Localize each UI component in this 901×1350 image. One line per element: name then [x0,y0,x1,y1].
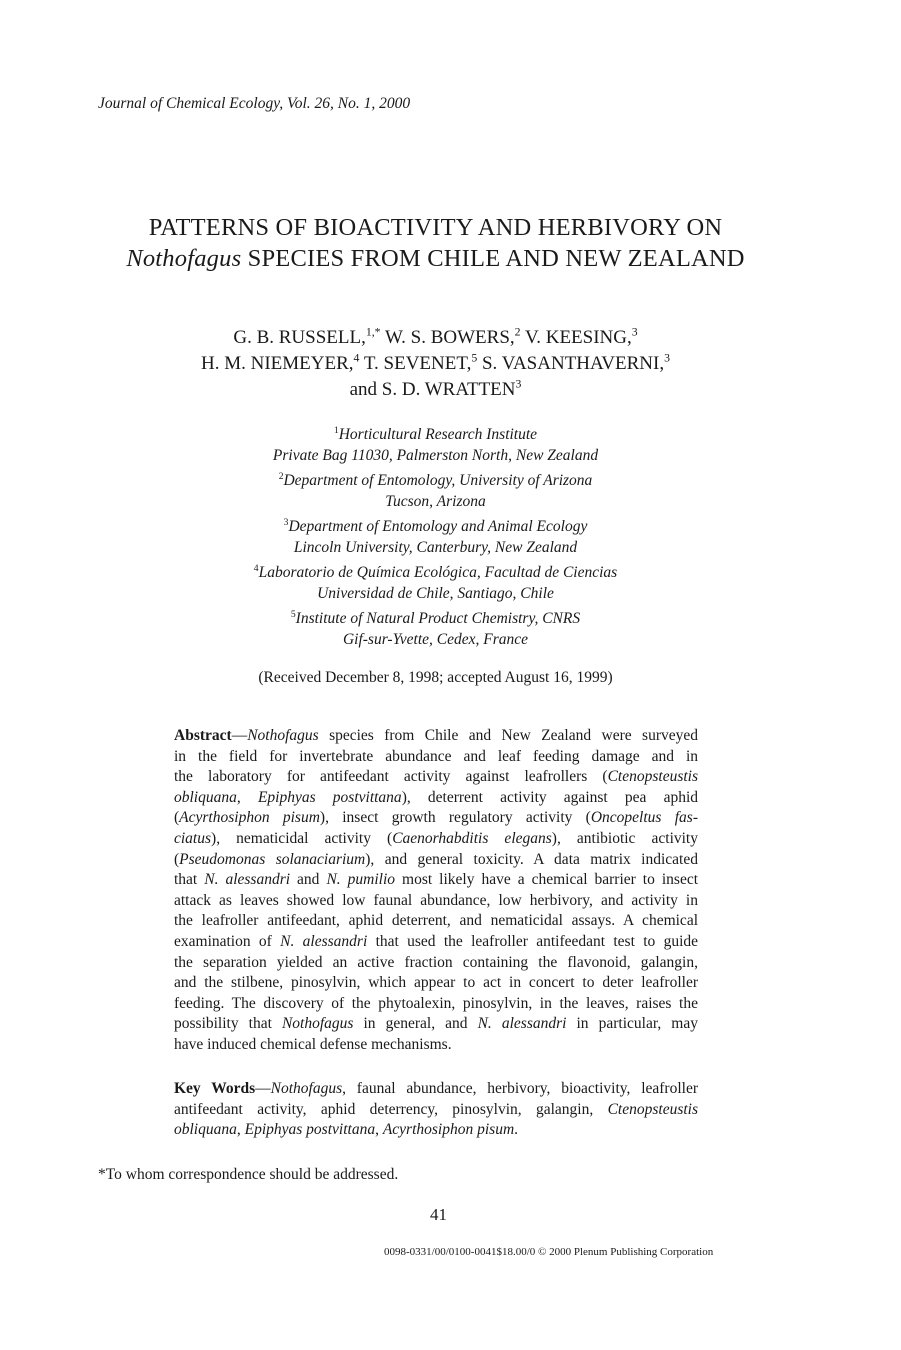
page-number: 41 [430,1205,447,1224]
affiliation [0,471,871,512]
affiliation-line [0,446,871,467]
title-line-1: PATTERNS OF BIOACTIVITY AND HERBIVORY ON [148,214,723,241]
affiliation [0,517,871,558]
correspondence-footnote: *To whom correspondence should be addressed. [98,1166,399,1183]
abstract-text: ), antibiotic activity [551,829,698,847]
abstract-text: ), deterrent activity against pea aphid [401,788,699,806]
author-affiliation-mark: 2 [514,325,521,339]
author-affiliation-mark: 3 [515,377,522,391]
keywords-text: . [514,1121,519,1139]
abstract-line [174,870,698,891]
author-affiliation-mark: 4 [353,351,360,365]
abstract-text: ), insect growth regulatory activity ( [319,809,591,827]
affiliation-line [0,630,871,651]
species-name: N. pumilio [326,871,396,889]
affiliation-text: Laboratorio de Química Ecológica, Facultad de Ciencias [258,564,618,581]
abstract-text: that used the leafroller antifeedant test to guide [367,932,699,950]
abstract-line [174,829,698,850]
author-name: W. S. BOWERS, [380,327,515,348]
affiliation-text: Private Bag 11030, Palmerston North, New Zealand [272,446,599,464]
author-name: H. M. NIEMEYER, [201,353,354,374]
title-line-2-rest: SPECIES FROM CHILE AND NEW ZEALAND [241,245,745,272]
abstract-line [174,953,698,974]
abstract-line [174,788,698,809]
abstract-line [174,911,698,932]
affiliation-mark: 3 [283,516,289,528]
species-name: Epiphyas postvittana [244,1121,376,1139]
affiliation-text: Universidad de Chile, Santiago, Chile [317,584,554,602]
author-line [0,325,871,351]
abstract-text: species from Chile and New Zealand were surveyed [318,727,698,744]
affiliation-line [0,609,871,630]
affiliation-line [0,492,871,513]
abstract-text: possibility that [174,1015,282,1033]
keywords-line [174,1120,698,1141]
species-name: Caenorhabditis elegans [392,829,552,847]
affiliation-mark: 1 [333,424,339,436]
author-affiliation-mark: 3 [664,351,670,365]
abstract-text: and the stilbene, pinosylvin, which appear to act in concert to deter leafroller [174,974,698,992]
keywords-text: , faunal abundance, herbivory, bioactivity, leafroller [342,1080,698,1097]
abstract-text: the separation yielded an active fraction containing the flavonoid, galangin, [174,953,698,971]
abstract-line [174,767,698,788]
affiliation-mark: 4 [253,562,259,574]
received-dates: (Received December 8, 1998; accepted August 16, 1999) [258,669,613,686]
species-name: Oncopeltus fas- [590,809,698,827]
abstract-text: have induced chemical defense mechanisms. [174,1035,452,1053]
author-line [0,351,871,377]
abstract-label: Abstract [174,727,232,744]
abstract-line [174,1014,698,1035]
abstract [174,726,698,1056]
species-name: Pseudomonas solanaciarium [179,850,366,868]
species-name: obliquana [174,1121,237,1139]
abstract-text: the laboratory for antifeedant activity against leafrollers ( [174,768,608,786]
affiliation-text: Department of Entomology and Animal Ecology [288,518,588,535]
affiliation-mark: 5 [290,608,296,620]
abstract-line [174,973,698,994]
title-line-2 [0,243,871,274]
author-affiliation-mark: 5 [471,351,478,365]
species-name: Epiphyas postvittana [257,788,402,806]
keywords-line [174,1079,698,1100]
species-name: Acyrthosiphon pisum [382,1121,515,1139]
abstract-text: attack as leaves showed low faunal abundance, low herbivory, and activity in [174,891,698,909]
species-name: Ctenopsteustis [607,768,698,786]
abstract-text: the leafroller antifeedant, aphid deterrent, and nematicidal assays. A chemical [174,912,698,930]
abstract-line [174,891,698,912]
affiliation-list [0,425,871,655]
affiliation [0,609,871,650]
species-name: obliquana [174,788,237,806]
species-name: Nothofagus [270,1080,343,1097]
affiliation [0,425,871,466]
affiliation-line [0,563,871,584]
species-name: Nothofagus [281,1015,354,1033]
abstract-line [174,932,698,953]
affiliation-text: Gif-sur-Yvette, Cedex, France [342,630,529,648]
author-name: V. KEESING, [520,327,632,348]
author-name: T. SEVENET, [359,353,472,374]
abstract-text: in particular, may [566,1015,698,1033]
journal-citation: Journal of Chemical Ecology, Vol. 26, No. 1, 2000 [98,95,411,112]
affiliation-text: Institute of Natural Product Chemistry, CNRS [295,610,581,627]
abstract-text: in the field for invertebrate abundance and leaf feeding damage and in [174,747,698,765]
species-name: Ctenopsteustis [607,1100,698,1118]
abstract-text: — [231,727,248,744]
abstract-text: , [236,788,258,806]
affiliation-text: Tucson, Arizona [385,492,486,510]
abstract-text: and [290,871,327,889]
abstract-text: examination of [174,932,281,950]
abstract-text: feeding. The discovery of the phytoalexin, pinosylvin, in the leaves, raises the [174,994,698,1012]
species-name: Acyrthosiphon pisum [179,809,320,827]
abstract-text: that [174,871,205,889]
abstract-text: ), and general toxicity. A data matrix indicated [365,850,698,868]
abstract-text: in general, and [353,1015,478,1033]
affiliation-line [0,538,871,559]
keywords-text: , [236,1121,245,1139]
abstract-text: ( [174,809,180,827]
copyright-line: 0098-0331/00/0100-0041$18.00/0 © 2000 Plenum Publishing Corporation [384,1246,714,1258]
abstract-line [174,994,698,1015]
species-name: N. alessandri [477,1015,567,1033]
species-name: Nothofagus [247,727,319,744]
affiliation-text: Lincoln University, Canterbury, New Zealand [293,538,578,556]
affiliation [0,563,871,604]
species-name: N. alessandri [204,871,291,889]
affiliation-mark: 2 [278,470,284,482]
abstract-line [174,1035,698,1056]
author-name: S. VASANTHAVERNI, [477,353,665,374]
author-name: and S. D. WRATTEN [349,379,516,400]
author-affiliation-mark: 3 [631,325,638,339]
abstract-line [174,747,698,768]
author-name: G. B. RUSSELL, [233,327,366,348]
abstract-text: most likely have a chemical barrier to insect [395,871,699,889]
author-list [0,325,871,403]
species-name: N. alessandri [280,932,368,950]
keywords-text: , [375,1121,383,1139]
abstract-text: ( [174,850,180,868]
author-affiliation-mark: 1,* [365,325,381,339]
keywords-text: — [255,1080,271,1097]
affiliation-text: Department of Entomology, University of Arizona [283,472,593,489]
keywords-line [174,1100,698,1121]
title-genus: Nothofagus [126,245,242,272]
keywords [174,1079,698,1141]
affiliation-text: Horticultural Research Institute [338,426,538,443]
author-line [0,377,871,403]
abstract-text: ), nematicidal activity ( [211,829,393,847]
abstract-line [174,850,698,871]
species-name: ciatus [174,829,212,847]
affiliation-line [0,471,871,492]
abstract-line [174,726,698,747]
keywords-label: Key Words [174,1080,256,1097]
abstract-line [174,808,698,829]
article-title [0,212,871,274]
affiliation-line [0,517,871,538]
keywords-text: antifeedant activity, aphid deterrency, pinosylvin, galangin, [174,1100,608,1118]
affiliation-line [0,425,871,446]
affiliation-line [0,584,871,605]
